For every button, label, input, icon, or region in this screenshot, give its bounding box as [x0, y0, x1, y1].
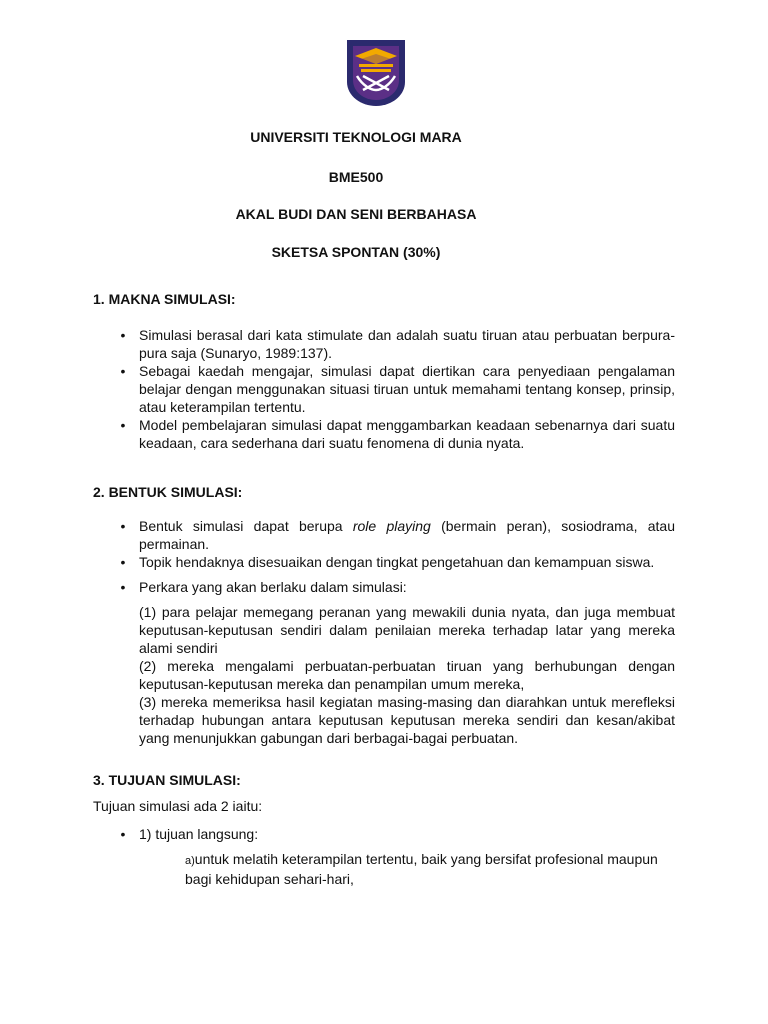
section1-list [93, 326, 675, 452]
bullet-icon: • [120, 327, 126, 343]
list-item-text: Bentuk simulasi dapat berupa [139, 518, 353, 534]
list-item [93, 362, 675, 416]
section3-intro: Tujuan simulasi ada 2 iaitu: [93, 798, 263, 814]
list-item-text: Simulasi berasal dari kata stimulate dan adalah suatu tiruan atau perbuatan berpura-pura saja (Sunaryo, 1989:137). [139, 327, 675, 361]
bullet-icon: • [120, 826, 126, 842]
section2-subpoints [139, 603, 675, 747]
list-item-text: Sebagai kaedah mengajar, simulasi dapat diertikan cara penyediaan pengalaman belajar dengan menggunakan situasi tiruan untuk memahami tentang konsep, prinsip, atau keterampilan tertentu. [139, 363, 675, 415]
subpoint-1: (1) para pelajar memegang peranan yang mewakili dunia nyata, dan juga membuat keputusan-keputusan sendiri dalam penilaian mereka terhadap latar yang mereka alami sendiri [139, 604, 675, 656]
uitm-crest-icon [345, 38, 407, 108]
bullet-icon: • [120, 417, 126, 433]
bullet-icon: • [120, 579, 126, 595]
subpoint-text: untuk melatih keterampilan tertentu, baik yang bersifat profesional maupun bagi kehidupan sehari-hari, [185, 851, 658, 887]
list-item [93, 416, 675, 452]
list-item [93, 825, 675, 843]
list-item [93, 578, 675, 596]
list-item-italic: role playing [352, 518, 431, 534]
list-item-text: Perkara yang akan berlaku dalam simulasi: [139, 579, 407, 595]
bullet-icon: • [120, 554, 126, 570]
university-name: UNIVERSITI TEKNOLOGI MARA [250, 129, 462, 145]
section3-list [93, 825, 675, 843]
bullet-icon: • [120, 518, 126, 534]
section2-list [93, 517, 675, 553]
list-item [93, 517, 675, 553]
section3-heading: 3. TUJUAN SIMULASI: [93, 772, 241, 788]
section1-heading: 1. MAKNA SIMULASI: [93, 291, 236, 307]
list-item-text: (bermain peran), sosiodrama, atau permainan. [139, 518, 675, 552]
section3-subpoint-a [185, 850, 675, 888]
list-item-text: 1) tujuan langsung: [139, 826, 259, 842]
course-code: BME500 [328, 169, 384, 185]
list-item [93, 553, 675, 571]
list-item-text: Topik hendaknya disesuaikan dengan tingkat pengetahuan dan kemampuan siswa. [139, 554, 655, 570]
section2-list-c [93, 578, 675, 596]
subpoint-label: a) [185, 855, 195, 867]
list-item [93, 326, 675, 362]
task-title: SKETSA SPONTAN (30%) [271, 244, 441, 260]
bullet-icon: • [120, 363, 126, 379]
list-item-text: Model pembelajaran simulasi dapat menggambarkan keadaan sebenarnya dari suatu keadaan, cara sederhana dari suatu fenomena di dunia nyata. [139, 417, 675, 451]
subpoint-2: (2) mereka mengalami perbuatan-perbuatan tiruan yang berhubungan dengan keputusan-keputusan mereka dan penampilan umum mereka, [139, 658, 675, 692]
section2-heading: 2. BENTUK SIMULASI: [93, 484, 243, 500]
section2-list-b [93, 553, 675, 571]
course-title: AKAL BUDI DAN SENI BERBAHASA [235, 206, 477, 222]
subpoint-3: (3) mereka memeriksa hasil kegiatan masing-masing dan diarahkan untuk merefleksi terhadap hubungan antara keputusan keputusan mereka sendiri dan kesan/akibat yang menunjukkan gabungan dari berbagai-bagai perbuatan. [139, 694, 675, 746]
